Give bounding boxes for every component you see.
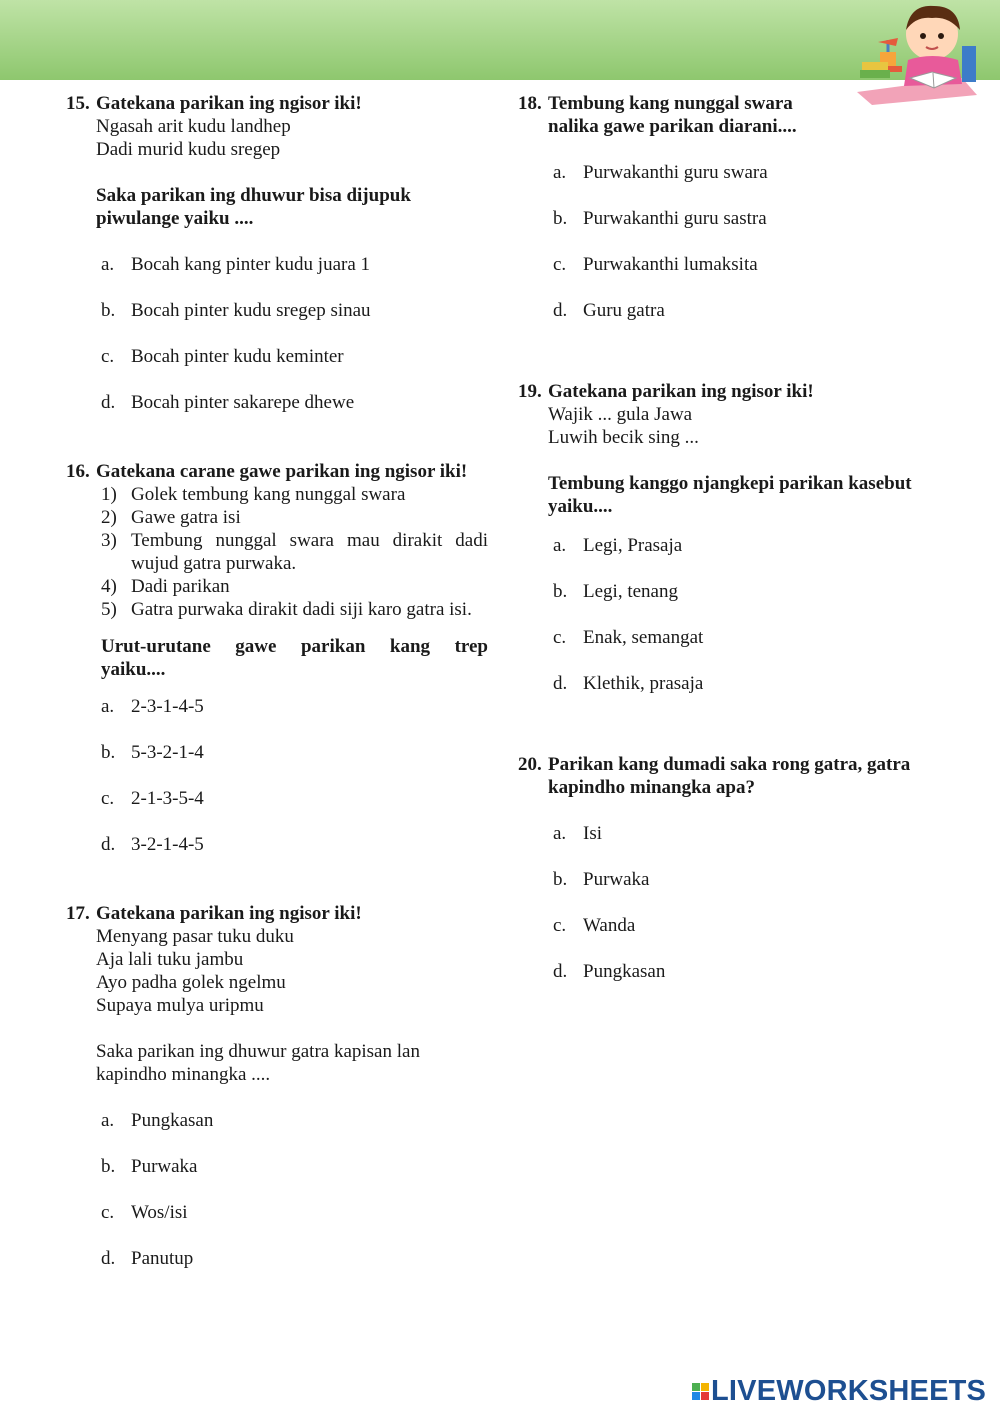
logo-mark-icon <box>692 1383 709 1400</box>
question-title-cont: nalika gawe parikan diarani.... <box>548 116 797 137</box>
question-number: 20. <box>518 754 542 775</box>
option-b[interactable]: b. Legi, tenang <box>553 581 678 602</box>
question-15 <box>66 92 488 414</box>
poem-line: Wajik ... gula Jawa <box>548 404 693 425</box>
step-item: 5) Gatra purwaka dirakit dadi siji karo gatra isi. <box>101 599 472 620</box>
option-d[interactable]: d. Panutup <box>101 1248 194 1269</box>
liveworksheets-logo[interactable] <box>692 1376 986 1406</box>
logo-text: LIVEWORKSHEETS <box>711 1374 987 1407</box>
option-b[interactable]: b. 5-3-2-1-4 <box>101 742 204 763</box>
question-19 <box>518 380 958 695</box>
poem-line: Ngasah arit kudu landhep <box>96 116 291 137</box>
question-prompt-cont: yaiku.... <box>101 659 166 680</box>
question-20 <box>518 753 958 983</box>
question-title: Gatekana carane gawe parikan ing ngisor iki! <box>96 461 468 482</box>
child-reading-illustration <box>852 0 982 105</box>
question-prompt: Saka parikan ing dhuwur gatra kapisan lan kapindho minangka .... <box>96 1041 420 1085</box>
step-item: 3) Tembung nunggal swara mau dirakit dadi wujud gatra purwaka. <box>101 530 488 574</box>
option-a[interactable]: a. Isi <box>553 823 602 844</box>
question-number: 18. <box>518 93 542 114</box>
option-b[interactable]: b. Purwaka <box>553 869 650 890</box>
step-item: 2) Gawe gatra isi <box>101 507 241 528</box>
option-b[interactable]: b. Purwaka <box>101 1156 198 1177</box>
option-b[interactable]: b. Purwakanthi guru sastra <box>553 208 767 229</box>
question-prompt: Tembung kanggo njangkepi parikan kasebut yaiku.... <box>548 473 912 517</box>
poem-line: Dadi murid kudu sregep <box>96 139 281 160</box>
option-c[interactable]: c. Bocah pinter kudu keminter <box>101 346 344 367</box>
question-prompt: Urut-urutane gawe parikan kang trep <box>101 636 488 657</box>
option-c[interactable]: c. Enak, semangat <box>553 627 704 648</box>
option-a[interactable]: a. Bocah kang pinter kudu juara 1 <box>101 254 371 275</box>
option-c[interactable]: c. Purwakanthi lumaksita <box>553 254 758 275</box>
question-16 <box>66 460 488 856</box>
question-number: 17. <box>66 903 90 924</box>
option-c[interactable]: c. Wanda <box>553 915 636 936</box>
question-number: 16. <box>66 461 90 482</box>
option-d[interactable]: d. 3-2-1-4-5 <box>101 834 204 855</box>
question-title: Gatekana parikan ing ngisor iki! <box>96 903 362 924</box>
option-d[interactable]: d. Bocah pinter sakarepe dhewe <box>101 392 355 413</box>
option-d[interactable]: d. Pungkasan <box>553 961 666 982</box>
option-a[interactable]: a. Purwakanthi guru swara <box>553 162 768 183</box>
question-title: Parikan kang dumadi saka rong gatra, gatra kapindho minangka apa? <box>548 754 911 798</box>
option-c[interactable]: c. 2-1-3-5-4 <box>101 788 204 809</box>
question-title: Tembung kang nunggal swara <box>548 93 793 114</box>
option-d[interactable]: d. Guru gatra <box>553 300 665 321</box>
question-title: Gatekana parikan ing ngisor iki! <box>548 381 814 402</box>
poem-line: Supaya mulya uripmu <box>96 995 264 1016</box>
option-a[interactable]: a. Pungkasan <box>101 1110 214 1131</box>
step-item: 4) Dadi parikan <box>101 576 230 597</box>
left-column <box>66 92 488 1270</box>
option-a[interactable]: a. Legi, Prasaja <box>553 535 683 556</box>
question-prompt: Saka parikan ing dhuwur bisa dijupuk piwulange yaiku .... <box>96 185 411 229</box>
question-18 <box>518 92 958 322</box>
step-item: 1) Golek tembung kang nunggal swara <box>101 484 406 505</box>
poem-line: Ayo padha golek ngelmu <box>96 972 286 993</box>
option-a[interactable]: a. 2-3-1-4-5 <box>101 696 204 717</box>
option-d[interactable]: d. Klethik, prasaja <box>553 673 704 694</box>
poem-line: Menyang pasar tuku duku <box>96 926 294 947</box>
right-column <box>518 92 958 983</box>
poem-line: Aja lali tuku jambu <box>96 949 244 970</box>
question-17 <box>66 902 488 1270</box>
option-c[interactable]: c. Wos/isi <box>101 1202 188 1223</box>
question-number: 15. <box>66 93 90 114</box>
poem-line: Luwih becik sing ... <box>548 427 699 448</box>
header-banner <box>0 0 1000 80</box>
question-number: 19. <box>518 381 542 402</box>
question-title: Gatekana parikan ing ngisor iki! <box>96 93 362 114</box>
option-b[interactable]: b. Bocah pinter kudu sregep sinau <box>101 300 371 321</box>
